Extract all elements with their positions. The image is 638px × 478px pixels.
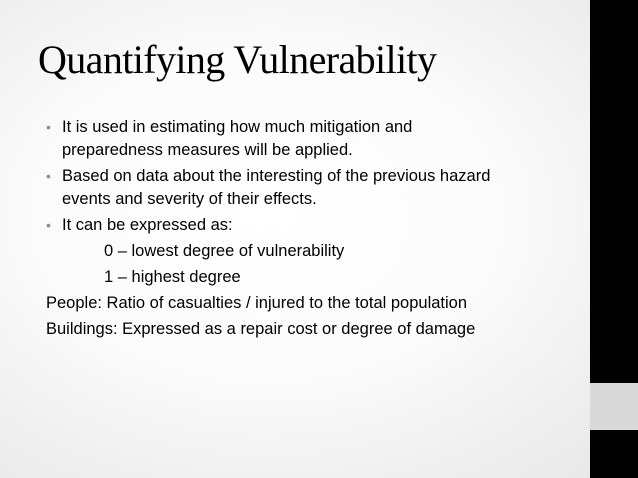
bullet-item <box>46 214 566 237</box>
sidebar-bottom-block <box>590 430 638 478</box>
bullet-text: It is used in estimating how much mitigation and <box>62 118 413 136</box>
sub-item: 1 – highest degree <box>104 268 241 286</box>
bullet-icon: • <box>46 119 51 135</box>
body-line: Buildings: Expressed as a repair cost or degree of damage <box>46 320 476 338</box>
sidebar-accent-block <box>590 383 638 430</box>
bullet-item <box>46 116 566 162</box>
sub-item: 0 – lowest degree of vulnerability <box>104 242 345 260</box>
slide-title: Quantifying Vulnerability <box>38 37 437 82</box>
bullet-text: Based on data about the interesting of the previous hazard <box>62 167 491 185</box>
bullet-text: It can be expressed as: <box>62 216 233 234</box>
body-line: People: Ratio of casualties / injured to the total population <box>46 294 468 312</box>
bullet-icon: • <box>46 168 51 184</box>
bullet-text: preparedness measures will be applied. <box>62 141 353 159</box>
bullet-text: events and severity of their effects. <box>62 190 317 208</box>
bullet-icon: • <box>46 217 51 233</box>
bullet-item <box>46 165 566 211</box>
slide-content <box>46 116 566 344</box>
